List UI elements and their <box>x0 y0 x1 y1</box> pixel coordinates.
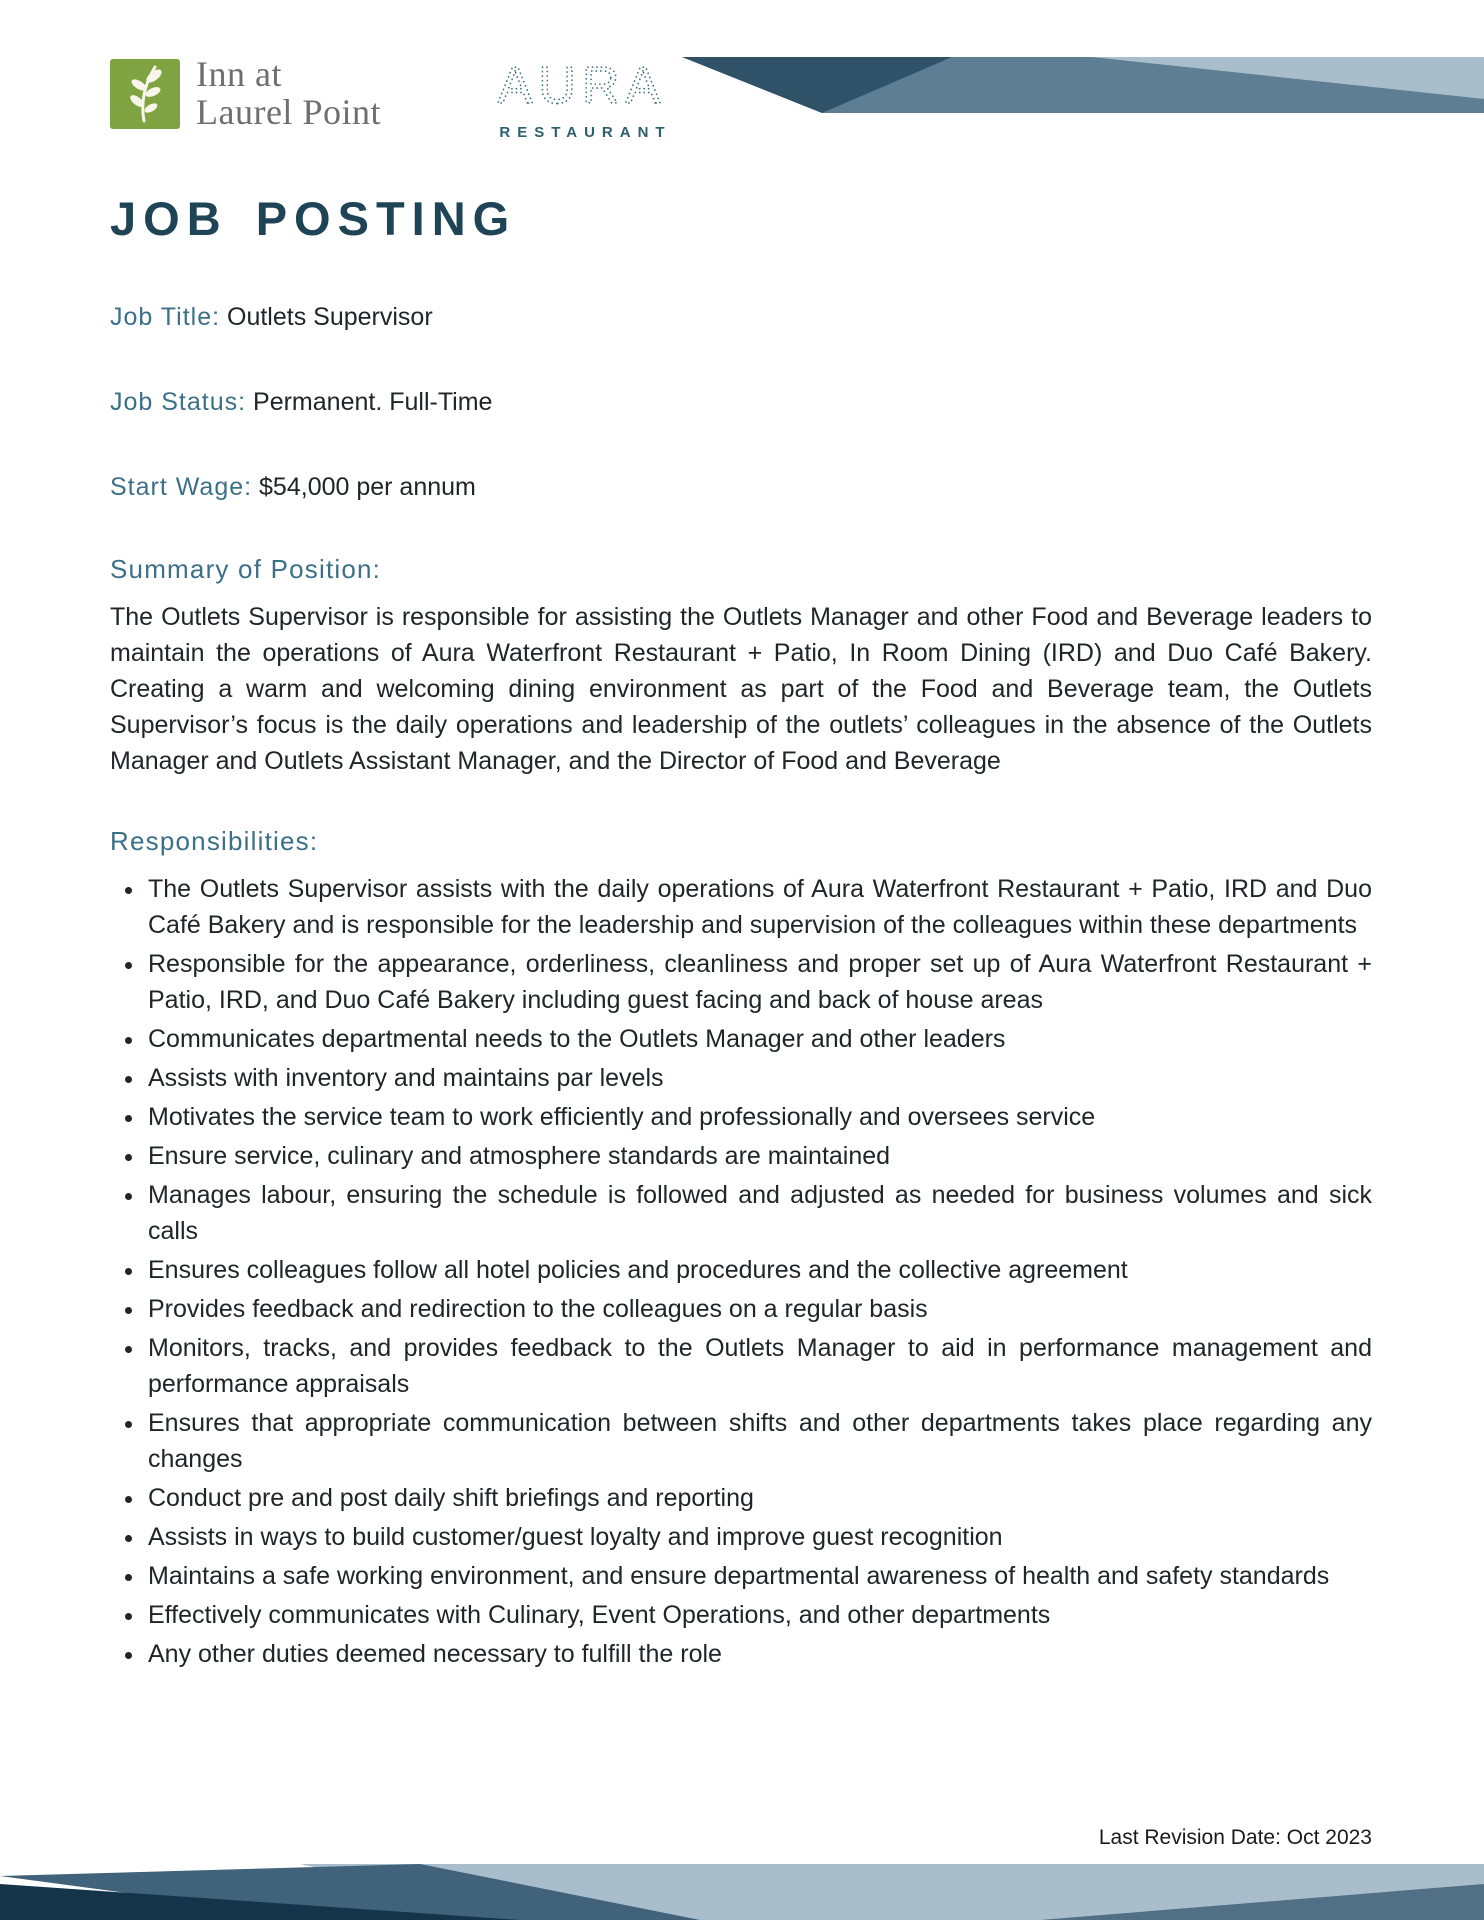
summary-heading: Summary of Position: <box>110 554 382 585</box>
inn-logo-line1: Inn at <box>196 54 282 94</box>
responsibility-item: • Motivates the service team to work efficiently and professionally and oversees service <box>146 1099 1372 1135</box>
responsibility-item: • Responsible for the appearance, orderliness, cleanliness and proper set up of Aura Waterfront Restaurant + Patio, IRD, and Duo Café Bakery including guest facing and back of house areas <box>146 946 1372 1018</box>
document-content <box>110 0 1372 1675</box>
responsibility-item: • Ensures that appropriate communication between shifts and other departments takes place regarding any changes <box>146 1405 1372 1477</box>
aura-logo-text: AURA <box>497 58 667 115</box>
logo-header <box>110 56 1372 142</box>
job-fields <box>110 300 1372 505</box>
inn-logo-line2: Laurel Point <box>196 91 381 132</box>
inn-logo-wordmark <box>196 56 381 132</box>
responsibility-item: • Conduct pre and post daily shift briefings and reporting <box>146 1480 1372 1516</box>
aura-dotted-wordmark <box>477 58 687 116</box>
job-title-field <box>110 300 1372 335</box>
inn-leaf-icon <box>110 59 180 129</box>
responsibility-item: • Maintains a safe working environment, and ensure departmental awareness of health and safety standards <box>146 1558 1372 1594</box>
field-value: Outlets Supervisor <box>227 303 433 332</box>
field-label: Start Wage: <box>110 473 253 502</box>
responsibility-item: • Assists in ways to build customer/guest loyalty and improve guest recognition <box>146 1519 1372 1555</box>
page-title: JOB POSTING <box>110 192 517 245</box>
responsibility-item: • Communicates departmental needs to the Outlets Manager and other leaders <box>146 1021 1372 1057</box>
responsibilities-heading: Responsibilities: <box>110 825 319 856</box>
responsibility-item: • The Outlets Supervisor assists with the daily operations of Aura Waterfront Restaurant + Patio, IRD and Duo Café Bakery and is responsible for the leadership and supervision of the colleagues within these departments <box>146 871 1372 943</box>
responsibility-item: • Manages labour, ensuring the schedule is followed and adjusted as needed for business volumes and sick calls <box>146 1177 1372 1249</box>
field-value: Permanent. Full-Time <box>253 388 493 417</box>
aura-restaurant-logo <box>477 56 687 141</box>
field-value: $54,000 per annum <box>259 473 476 502</box>
responsibility-item: • Ensures colleagues follow all hotel policies and procedures and the collective agreement <box>146 1252 1372 1288</box>
start-wage-field <box>110 470 1372 505</box>
inn-at-laurel-point-logo <box>110 56 381 132</box>
field-label: Job Status: <box>110 388 247 417</box>
aura-logo-subtitle: RESTAURANT <box>499 124 672 141</box>
responsibility-item: • Provides feedback and redirection to the colleagues on a regular basis <box>146 1291 1372 1327</box>
field-label: Job Title: <box>110 303 221 332</box>
responsibility-item: • Effectively communicates with Culinary, Event Operations, and other departments <box>146 1597 1372 1633</box>
responsibility-item: • Any other duties deemed necessary to fulfill the role <box>146 1636 1372 1672</box>
bottom-decorative-band <box>0 1854 1484 1920</box>
summary-paragraph: The Outlets Supervisor is responsible for assisting the Outlets Manager and other Food and Beverage leaders to maintain the operations of Aura Waterfront Restaurant + Patio, In Room Dining (IRD) and Duo Café Bakery. Creating a warm and welcoming dining environment as part of the Food and Beverage team, the Outlets Supervisor’s focus is the daily operations and leadership of the outlets’ colleagues in the absence of the Outlets Manager and Outlets Assistant Manager, and the Director of Food and Beverage <box>110 602 1372 775</box>
job-status-field <box>110 385 1372 420</box>
revision-date: Last Revision Date: Oct 2023 <box>1098 1826 1372 1849</box>
responsibility-item: • Ensure service, culinary and atmosphere standards are maintained <box>146 1138 1372 1174</box>
responsibility-item: • Assists with inventory and maintains par levels <box>146 1060 1372 1096</box>
responsibility-item: • Monitors, tracks, and provides feedback to the Outlets Manager to aid in performance management and performance appraisals <box>146 1330 1372 1402</box>
responsibilities-list <box>110 871 1372 1672</box>
